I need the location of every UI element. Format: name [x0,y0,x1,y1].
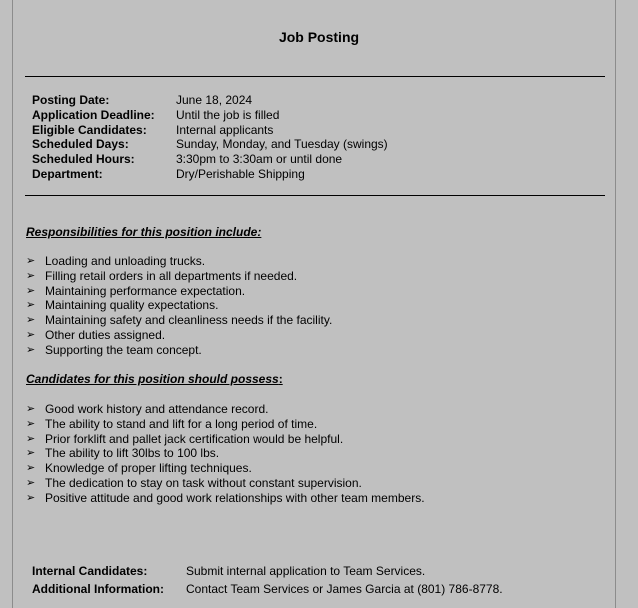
list-item-text: Good work history and attendance record. [45,402,269,416]
arrow-bullet-icon: ➢ [26,299,36,312]
arrow-bullet-icon: ➢ [26,476,36,489]
arrow-bullet-icon: ➢ [26,447,36,460]
list-item-text: Prior forklift and pallet jack certification would be helpful. [45,431,344,446]
list-item [26,461,425,476]
detail-label: Eligible Candidates: [32,122,147,137]
qualifications-list [26,402,425,506]
contact-value: Submit internal application to Team Services. [186,564,426,578]
list-item-text: Maintaining safety and cleanliness needs if the facility. [45,313,333,328]
contact-value: Contact Team Services or James Garcia at (801) 786-8778. [186,581,503,596]
arrow-bullet-icon: ➢ [26,491,36,504]
list-item [26,402,425,417]
detail-value: Until the job is filled [176,107,280,122]
detail-value: June 18, 2024 [176,93,253,107]
list-item [26,432,425,447]
list-item [26,284,332,299]
list-item [26,328,332,343]
list-item [26,254,332,269]
list-item-text: Positive attitude and good work relationships with other team members. [45,490,425,505]
detail-value: Sunday, Monday, and Tuesday (swings) [176,137,388,152]
detail-label: Scheduled Days: [32,137,129,152]
detail-value: Internal applicants [176,122,274,137]
list-item [26,491,425,506]
detail-value: Dry/Perishable Shipping [176,166,305,181]
list-item [26,313,332,328]
qualifications-heading-text: Candidates for this position should possess [26,372,279,386]
document-title: Job Posting [278,29,360,45]
list-item-text: Maintaining quality expectations. [45,298,219,313]
divider-bottom [25,195,605,196]
arrow-bullet-icon: ➢ [26,314,36,327]
qualifications-heading [26,372,283,386]
list-item [26,446,425,461]
arrow-bullet-icon: ➢ [26,432,36,445]
contact-label: Additional Information: [32,581,164,596]
list-item-text: Maintaining performance expectation. [45,283,246,298]
list-item [26,269,332,284]
list-item-text: Loading and unloading trucks. [45,254,206,268]
detail-label: Scheduled Hours: [32,152,135,167]
list-item [26,476,425,491]
arrow-bullet-icon: ➢ [26,403,36,415]
arrow-bullet-icon: ➢ [26,417,36,430]
list-item-text: The ability to stand and lift for a long period of time. [45,416,318,431]
list-item [26,343,332,358]
list-item-text: Knowledge of proper lifting techniques. [45,461,252,476]
list-item-text: The ability to lift 30lbs to 100 lbs. [45,446,220,461]
arrow-bullet-icon: ➢ [26,255,36,267]
arrow-bullet-icon: ➢ [26,328,36,341]
detail-label: Department: [32,166,103,181]
arrow-bullet-icon: ➢ [26,343,36,356]
contact-label: Internal Candidates: [32,564,148,578]
divider-top [25,76,605,77]
detail-label: Application Deadline: [32,107,155,122]
arrow-bullet-icon: ➢ [26,284,36,297]
list-item [26,417,425,432]
detail-label: Posting Date: [32,93,110,107]
list-item-text: Supporting the team concept. [45,342,202,357]
arrow-bullet-icon: ➢ [26,462,36,475]
list-item [26,298,332,313]
arrow-bullet-icon: ➢ [26,269,36,282]
list-item-text: Filling retail orders in all departments if needed. [45,268,298,283]
list-item-text: Other duties assigned. [45,327,166,342]
detail-value: 3:30pm to 3:30am or until done [176,152,343,167]
qualifications-heading-colon: : [278,372,283,386]
responsibilities-heading: Responsibilities for this position include: [26,225,262,239]
list-item-text: The dedication to stay on task without constant supervision. [45,475,362,490]
responsibilities-list [26,254,332,358]
